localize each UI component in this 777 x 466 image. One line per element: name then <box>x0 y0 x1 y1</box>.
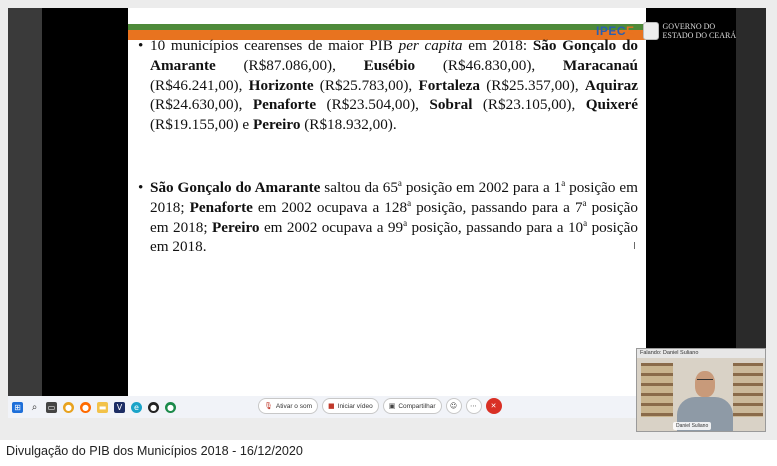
ordinal: a <box>397 177 402 188</box>
windows-start-icon[interactable]: ⊞ <box>12 402 23 413</box>
city-value: (R$25.357,00), <box>480 76 585 94</box>
city-value: (R$46.241,00), <box>150 76 249 94</box>
text: posição, passando para a 10 <box>407 218 584 236</box>
city-name: Fortaleza <box>418 76 480 94</box>
right-border-panel <box>736 8 766 396</box>
vscode-icon[interactable]: V <box>114 402 125 413</box>
city-value: (R$87.086,00), <box>215 56 364 74</box>
city-name: Maracanaú <box>562 56 639 74</box>
city-name: Pereiro <box>212 218 260 236</box>
city-name: Penaforte <box>252 96 317 114</box>
ordinal: a <box>561 177 566 188</box>
text: 10 municípios cearenses de maior PIB <box>150 37 399 54</box>
city-value: (R$46.830,00), <box>415 56 563 74</box>
city-value: (R$23.504,00), <box>316 96 430 114</box>
text-cursor-icon: I <box>633 241 636 252</box>
text: posição em 2018; <box>150 178 638 216</box>
seal-icon <box>643 22 659 40</box>
text: em 2018: <box>462 37 533 54</box>
city-name: Quixeré <box>585 96 638 114</box>
task-view-icon[interactable]: ▭ <box>47 402 56 412</box>
ordinal: a <box>583 217 588 228</box>
speaker-name-label: Daniel Suliano <box>673 422 711 430</box>
presentation-slide <box>128 8 646 396</box>
logo-text: ESTADO DO CEARÁ <box>662 31 737 40</box>
bullet-marker: • <box>138 178 144 196</box>
share-screen-icon: ▣ <box>388 402 396 410</box>
left-border-panel <box>8 8 42 396</box>
mic-off-icon: 🎙 <box>264 402 273 410</box>
speaker-head-image <box>695 371 715 397</box>
logo-text: IPEC <box>596 24 627 38</box>
city-name: Aquiraz <box>584 76 639 94</box>
camera-off-icon: ■ <box>328 402 335 410</box>
logo-text: GOVERNO DO <box>662 22 716 31</box>
reactions-button[interactable] <box>446 398 462 414</box>
text: saltou da 65 <box>320 178 398 196</box>
government-logo <box>643 22 737 40</box>
city-name: Eusébio <box>363 56 416 74</box>
city-value: (R$24.630,00), <box>150 96 253 114</box>
share-screen-button[interactable] <box>383 398 442 414</box>
bullet-marker: • <box>138 37 144 54</box>
government-logo-text <box>663 22 737 40</box>
unmute-button[interactable] <box>258 398 318 414</box>
city-name: São Gonçalo do Amarante <box>150 178 321 196</box>
smiley-icon: ☺ <box>449 402 458 410</box>
text: posição, passando para a 7 <box>411 198 583 216</box>
edge-icon[interactable]: e <box>131 402 142 413</box>
city-value: (R$25.783,00), <box>313 76 419 94</box>
start-video-button[interactable] <box>322 398 379 414</box>
search-icon[interactable]: ⌕ <box>31 401 38 413</box>
more-icon: ⋯ <box>470 402 478 410</box>
slide-body <box>138 36 638 257</box>
file-explorer-icon[interactable]: ▬ <box>98 402 107 412</box>
city-name: Pereiro <box>252 116 301 134</box>
text: em 2002 ocupava a 128 <box>252 198 408 216</box>
close-icon: ✕ <box>490 402 497 410</box>
text: posição em 2018; <box>150 198 638 236</box>
city-value: (R$23.105,00), <box>472 96 586 114</box>
more-options-button[interactable] <box>466 398 482 414</box>
bullet-paragraph-1 <box>138 36 638 135</box>
unmute-label: Ativar o som <box>275 402 313 410</box>
text: posição em 2018. <box>150 218 638 256</box>
meeting-controls <box>258 398 502 414</box>
text-italic: per capita <box>398 37 463 54</box>
bullet-paragraph-2 <box>138 178 638 257</box>
city-value: (R$18.932,00). <box>300 116 397 134</box>
city-name: São Gonçalo do Amarante <box>150 37 638 74</box>
ordinal: a <box>403 217 408 228</box>
firefox-icon[interactable]: ● <box>80 402 91 413</box>
ordinal: a <box>407 197 412 208</box>
chrome-alt-icon[interactable]: ● <box>165 402 176 413</box>
text: em 2002 ocupava a 99 <box>259 218 404 236</box>
ipece-logo <box>596 24 635 38</box>
logo-text: E <box>626 24 635 38</box>
chrome-icon[interactable]: ● <box>63 402 74 413</box>
obs-icon[interactable]: ● <box>148 402 159 413</box>
start-video-label: Iniciar vídeo <box>337 402 373 410</box>
city-name: Horizonte <box>248 76 314 94</box>
bookshelf-right <box>733 363 763 417</box>
end-call-button[interactable] <box>486 398 502 414</box>
speaker-video-tile[interactable] <box>636 348 766 432</box>
city-value: (R$19.155,00) e <box>150 116 253 134</box>
header-logos <box>596 18 736 44</box>
share-screen-label: Compartilhar <box>398 402 436 410</box>
video-caption-title: Divulgação do PIB dos Municípios 2018 - 16/12/2020 <box>6 444 303 458</box>
speaker-header: Falando: Daniel Suliano <box>637 349 765 358</box>
city-name: Penaforte <box>189 198 253 216</box>
city-name: Sobral <box>429 96 473 114</box>
ordinal: a <box>582 197 587 208</box>
text: posição em 2002 para a 1 <box>401 178 562 196</box>
bookshelf-left <box>641 363 673 417</box>
speaker-glasses <box>697 379 713 383</box>
